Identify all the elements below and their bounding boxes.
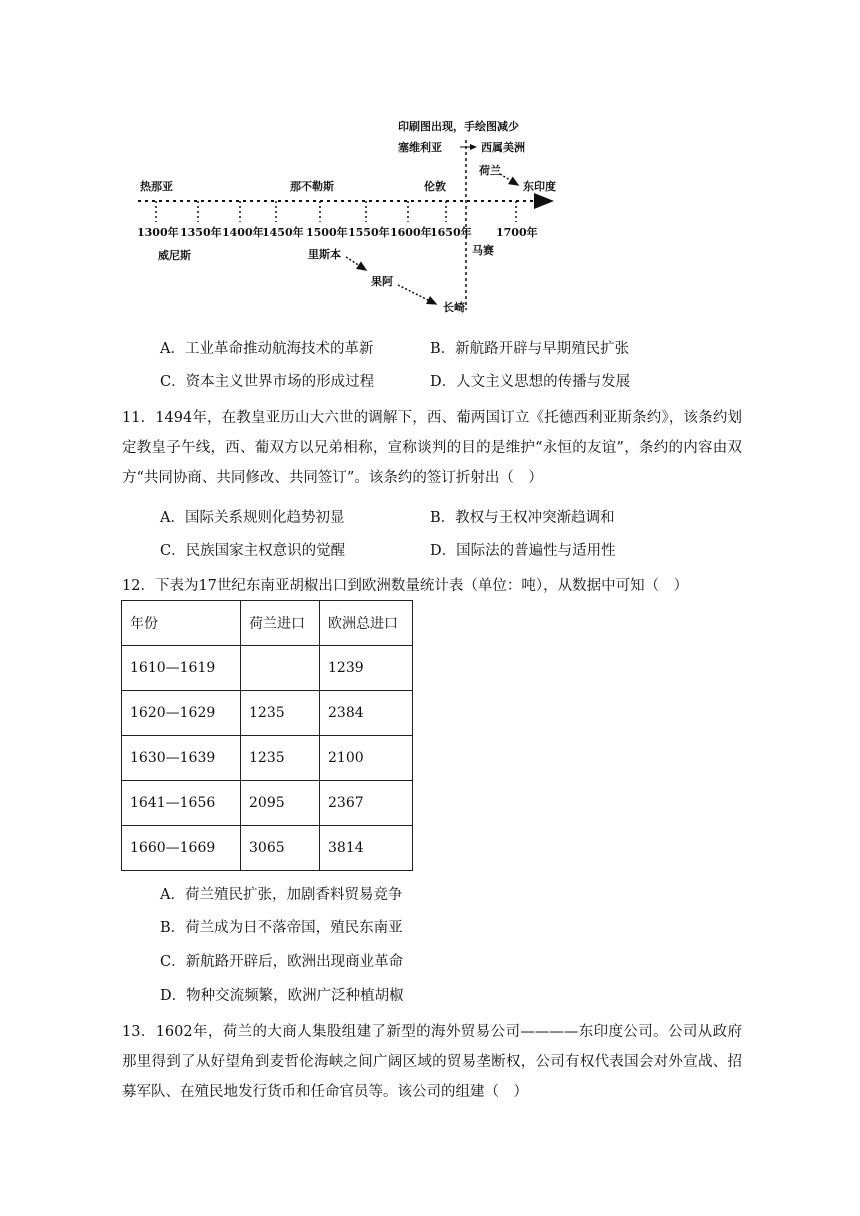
svg-text:1500年: 1500年 <box>306 226 348 239</box>
table-cell: 2100 <box>320 736 413 781</box>
svg-text:1550年: 1550年 <box>348 226 390 239</box>
q11-stem: 11．1494年，在教皇亚历山大六世的调解下，西、葡两国订立《托德西利亚斯条约》，该条约划定教皇子午线，西、葡双方以兄弟相称，宣称谈判的目的是维护“永恒的友谊”，条约的内容由双方“共同协商、共同修改、共同签订”。该条约的签订折射出（ ） <box>122 410 742 486</box>
table-header-row <box>122 601 413 646</box>
arrow-lisbon-goa <box>346 257 366 270</box>
q12-option-c[interactable]: C．新航路开辟后，欧洲出现商业革命 <box>160 954 404 970</box>
table-cell: 3065 <box>241 826 320 871</box>
q12-stem: 12．下表为17世纪东南亚胡椒出口到欧洲数量统计表（单位：吨），从数据中可知（ ） <box>122 578 689 594</box>
label-genoa: 热那亚 <box>140 180 173 193</box>
label-naples: 那不勒斯 <box>290 180 334 193</box>
table-cell: 2095 <box>241 781 320 826</box>
svg-text:1650年: 1650年 <box>430 226 472 239</box>
table-cell: 1235 <box>241 736 320 781</box>
q12-option-d[interactable]: D．物种交流频繁，欧洲广泛种植胡椒 <box>160 988 404 1004</box>
pepper-table <box>121 600 413 871</box>
svg-text:1350年: 1350年 <box>180 226 222 239</box>
timeline-years <box>137 225 538 239</box>
arrow-holland-eastindies <box>500 174 518 185</box>
q10-option-c[interactable]: C．资本主义世界市场的形成过程 <box>160 374 375 390</box>
label-goa: 果阿 <box>371 275 393 288</box>
table-cell: 1660—1669 <box>122 826 241 871</box>
label-venice: 威尼斯 <box>158 249 191 262</box>
svg-text:1300年: 1300年 <box>137 226 179 239</box>
table-cell: 1620—1629 <box>122 691 241 736</box>
table-row <box>122 736 413 781</box>
table-header-cell: 年份 <box>122 601 241 646</box>
table-cell <box>241 646 320 691</box>
label-lisbon: 里斯本 <box>308 248 341 261</box>
table-cell: 2384 <box>320 691 413 736</box>
q12-option-a[interactable]: A．荷兰殖民扩张，加剧香料贸易竞争 <box>160 887 403 903</box>
table-row <box>122 826 413 871</box>
table-cell: 1641—1656 <box>122 781 241 826</box>
q10-option-a[interactable]: A．工业革命推动航海技术的革新 <box>160 341 374 357</box>
table-cell: 3814 <box>320 826 413 871</box>
svg-text:1450年: 1450年 <box>262 226 304 239</box>
table-row <box>122 646 413 691</box>
label-london: 伦敦 <box>424 180 446 193</box>
map-timeline-diagram <box>0 0 860 330</box>
table-cell: 1239 <box>320 646 413 691</box>
table-cell: 1610—1619 <box>122 646 241 691</box>
label-east-indies: 东印度 <box>523 180 556 193</box>
top-note: 印刷图出现，手绘图减少 <box>398 120 519 133</box>
table-header-cell: 荷兰进口 <box>241 601 320 646</box>
q11-option-b[interactable]: B．教权与王权冲突渐趋调和 <box>430 510 615 526</box>
q11-option-d[interactable]: D．国际法的普遍性与适用性 <box>430 543 616 559</box>
table-cell: 2367 <box>320 781 413 826</box>
table-row <box>122 691 413 736</box>
q11-option-c[interactable]: C．民族国家主权意识的觉醒 <box>160 543 346 559</box>
timeline-ticks <box>156 201 516 222</box>
arrow-goa-nagasaki <box>398 285 436 304</box>
q13-stem: 13．1602年，荷兰的大商人集股组建了新型的海外贸易公司————东印度公司。公司从政府那里得到了从好望角到麦哲伦海峡之间广阔区域的贸易垄断权，公司有权代表国会对外宣战、招募军队、在殖民地发行货币和任命官员等。该公司的组建（ ） <box>122 1024 742 1100</box>
svg-text:1400年: 1400年 <box>222 226 264 239</box>
label-nagasaki: 长崎 <box>443 301 465 314</box>
table-cell: 1630—1639 <box>122 736 241 781</box>
table-cell: 1235 <box>241 691 320 736</box>
q11-option-a[interactable]: A．国际关系规则化趋势初显 <box>160 510 345 526</box>
label-seville: 塞维利亚 <box>398 141 442 154</box>
q12-option-b[interactable]: B．荷兰成为日不落帝国，殖民东南亚 <box>160 920 403 936</box>
label-marseille: 马赛 <box>472 244 494 257</box>
label-spanish-america: 西属美洲 <box>481 141 525 154</box>
svg-text:1600年: 1600年 <box>390 226 432 239</box>
q10-option-d[interactable]: D．人文主义思想的传播与发展 <box>430 374 631 390</box>
table-header-cell: 欧洲总进口 <box>320 601 413 646</box>
label-holland: 荷兰 <box>479 164 501 177</box>
svg-text:1700年: 1700年 <box>496 226 538 239</box>
table-row <box>122 781 413 826</box>
q10-option-b[interactable]: B．新航路开辟与早期殖民扩张 <box>430 341 630 357</box>
